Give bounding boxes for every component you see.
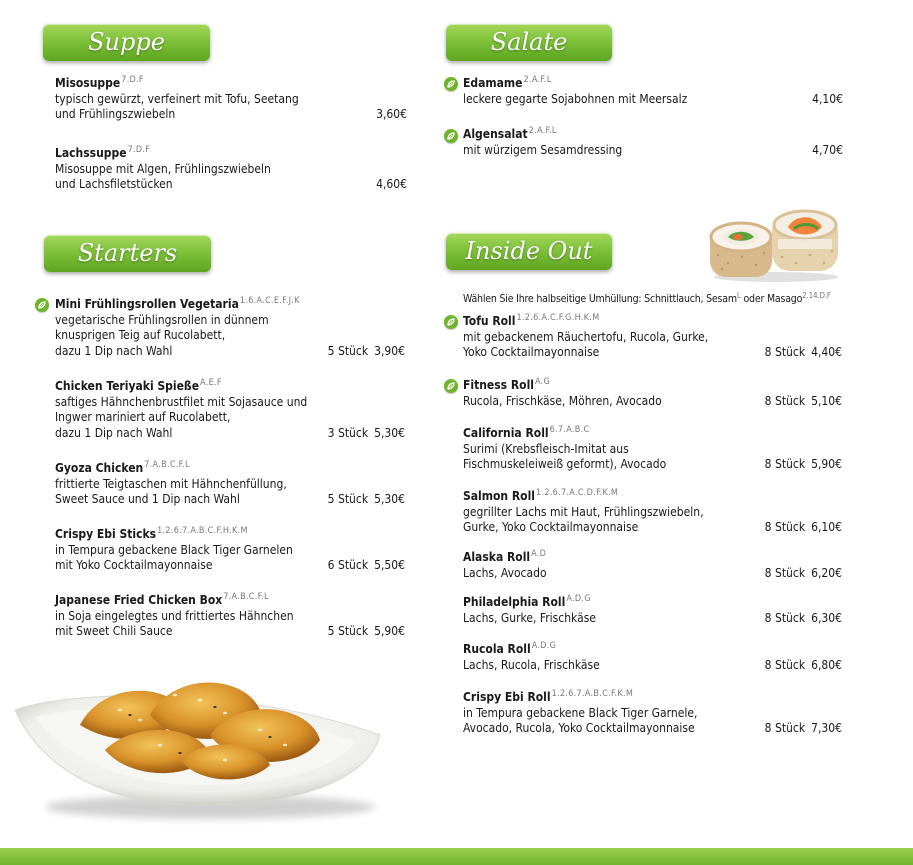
item-description: gegrillter Lachs mit Haut, Frühlingszwiebeln, (463, 504, 704, 519)
item-quantity: 8 Stück (764, 393, 806, 408)
menu-item-lachssuppe (55, 143, 407, 193)
item-price: 6,80€ (811, 657, 842, 672)
item-description: Lachs, Gurke, Frischkäse (463, 610, 596, 625)
item-quantity: 5 Stück (327, 343, 369, 358)
item-quantity: 8 Stück (764, 657, 806, 672)
item-quantity: 8 Stück (764, 520, 806, 534)
item-description: in Soja eingelegtes und frittiertes Hähnchen (55, 608, 294, 623)
item-description: Fischmuskeleiweiß geformt), Avocado (463, 457, 667, 471)
item-price: 6,20€ (811, 565, 842, 580)
menu-item-salmon-roll (463, 486, 842, 536)
menu-item-gyoza-chicken (55, 458, 405, 508)
vegetarian-leaf-icon (444, 379, 458, 393)
item-price: 7,30€ (811, 721, 842, 735)
item-quantity: 8 Stück (764, 457, 806, 471)
item-description: und Lachsfiletstücken (55, 177, 173, 191)
item-price: 5,30€ (374, 492, 405, 506)
wrap-choice-note: Wählen Sie Ihre halbseitige Umhüllung: Schnittlauch, Sesam$^L$ oder Masago$^{2.14.D.F}$ (463, 291, 831, 305)
allergen-codes: 7.A.B.C.F.L (144, 460, 190, 470)
item-description: dazu 1 Dip nach Wahl (55, 425, 173, 440)
item-description: Misosuppe mit Algen, Frühlingszwiebeln (55, 161, 271, 176)
allergen-codes: 2.A.F.L (528, 126, 557, 136)
menu-item-misosuppe (55, 73, 407, 123)
item-description: Yoko Cocktailmayonnaise (463, 345, 600, 359)
allergen-codes: 7.D.F (127, 145, 151, 155)
item-price: 3,60€ (376, 107, 407, 121)
item-price: 5,90€ (374, 624, 405, 638)
item-description: Lachs, Avocado (463, 565, 547, 580)
item-price: 4,40€ (811, 345, 842, 359)
allergen-codes: 7.D.F (121, 75, 144, 85)
item-description: mit gebackenem Räuchertofu, Rucola, Gurke, (463, 329, 709, 344)
allergen-codes: 1.2.6.7.A.B.C.F.K.M (551, 689, 634, 699)
item-name: Gyoza Chicken (55, 461, 144, 475)
item-description: mit würzigem Sesamdressing (463, 142, 623, 157)
item-price: 4,10€ (812, 91, 843, 106)
menu-item-tofu-roll (463, 311, 842, 361)
item-price: 5,50€ (374, 558, 405, 572)
bottom-green-bar (0, 848, 913, 865)
item-quantity: 6 Stück (327, 558, 369, 572)
menu-item-philadelphia-roll (463, 592, 842, 626)
item-description: Avocado, Rucola, Yoko Cocktailmayonnaise (463, 721, 695, 735)
item-description: Surimi (Krebsfleisch-Imitat aus (463, 441, 629, 456)
item-description: Ingwer mariniert auf Rucolabett, (55, 410, 231, 424)
allergen-codes: A.G (535, 377, 551, 387)
menu-item-rucola-roll (463, 639, 842, 673)
item-name: Tofu Roll (463, 314, 516, 328)
item-price: 4,70€ (812, 142, 843, 157)
item-description: Gurke, Yoko Cocktailmayonnaise (463, 520, 639, 534)
menu-item-mini-fruehlingsrollen (55, 294, 405, 359)
item-name: Edamame (463, 76, 523, 90)
menu-item-crispy-ebi-sticks (55, 524, 405, 574)
item-name: Japanese Fried Chicken Box (55, 593, 223, 607)
item-description: Lachs, Rucola, Frischkäse (463, 657, 600, 672)
item-name: Chicken Teriyaki Spieße (55, 379, 200, 393)
item-name: California Roll (463, 426, 549, 440)
allergen-codes: 2.A.F.L (523, 75, 552, 85)
menu-item-chicken-teriyaki (55, 376, 405, 441)
item-description: in Tempura gebackene Black Tiger Garnele, (463, 705, 698, 720)
item-price: 5,30€ (374, 425, 405, 440)
item-price: 6,10€ (811, 520, 842, 534)
item-name: Fitness Roll (463, 378, 534, 392)
item-description: mit Yoko Cocktailmayonnaise (55, 558, 213, 572)
item-quantity: 5 Stück (327, 624, 369, 638)
vegetarian-leaf-icon (444, 77, 458, 91)
allergen-codes: 6.7.A.B.C (549, 425, 590, 435)
item-description: frittierte Teigtaschen mit Hähnchenfüllung, (55, 476, 287, 491)
sushi-rolls-image (708, 205, 843, 283)
allergen-codes: A.D.G (531, 641, 557, 651)
item-quantity: 8 Stück (764, 610, 806, 625)
menu-item-japanese-fried-chicken (55, 590, 405, 640)
vegetarian-leaf-icon (444, 129, 458, 143)
item-description: in Tempura gebackene Black Tiger Garnelen (55, 542, 293, 557)
allergen-codes: 1.2.6.A.C.F.G.H.K.M (516, 313, 600, 323)
item-description: und Frühlingszwiebeln (55, 107, 176, 121)
item-description: typisch gewürzt, verfeinert mit Tofu, Seetang (55, 91, 299, 106)
menu-item-california-roll (463, 423, 842, 473)
item-name: Mini Frühlingsrollen Vegetaria (55, 297, 239, 311)
vegetarian-leaf-icon (35, 298, 49, 312)
item-quantity: 8 Stück (764, 345, 806, 359)
item-name: Crispy Ebi Sticks (55, 527, 157, 541)
item-name: Crispy Ebi Roll (463, 690, 551, 704)
menu-item-alaska-roll (463, 547, 842, 581)
allergen-codes: A.D.G (566, 594, 591, 604)
section-header-suppe: Suppe (43, 24, 210, 61)
item-name: Lachssuppe (55, 146, 127, 160)
menu-item-algensalat (463, 124, 843, 158)
allergen-codes: 1.2.6.7.A.B.C.F.H.K.M (157, 526, 248, 536)
item-name: Alaska Roll (463, 550, 531, 564)
item-price: 3,90€ (374, 343, 405, 358)
allergen-codes: A.D (531, 549, 547, 559)
item-name: Algensalat (463, 127, 528, 141)
item-quantity: 8 Stück (764, 721, 806, 735)
item-description: saftiges Hähnchenbrustfilet mit Sojasauce und (55, 394, 308, 409)
item-price: 5,90€ (811, 457, 842, 471)
section-header-starters: Starters (44, 235, 211, 272)
item-description: knusprigen Teig auf Rucolabett, (55, 328, 226, 342)
item-description: leckere gegarte Sojabohnen mit Meersalz (463, 91, 688, 106)
item-description: Rucola, Frischkäse, Möhren, Avocado (463, 393, 662, 408)
section-header-inside-out: Inside Out (446, 233, 612, 270)
menu-item-fitness-roll (463, 375, 842, 409)
allergen-codes: A.E.F (200, 378, 222, 388)
item-quantity: 8 Stück (764, 565, 806, 580)
menu-item-edamame (463, 73, 843, 107)
item-name: Rucola Roll (463, 642, 531, 656)
allergen-codes: 7.A.B.C.F.L (223, 592, 269, 602)
item-name: Philadelphia Roll (463, 595, 566, 609)
item-quantity: 3 Stück (327, 425, 369, 440)
section-header-salate: Salate (446, 24, 612, 61)
item-price: 6,30€ (811, 610, 842, 625)
item-quantity: 5 Stück (327, 492, 369, 506)
menu-item-crispy-ebi-roll (463, 687, 842, 737)
item-description: mit Sweet Chili Sauce (55, 624, 173, 638)
gyoza-dish-image (10, 665, 390, 825)
item-name: Misosuppe (55, 76, 121, 90)
allergen-codes: 1.2.6.7.A.C.D.F.K.M (536, 488, 619, 498)
item-name: Salmon Roll (463, 489, 535, 503)
allergen-codes: 1.6.A.C.E.F.J.K (239, 296, 300, 306)
item-price: 4,60€ (376, 177, 407, 191)
item-price: 5,10€ (811, 393, 842, 408)
item-description: dazu 1 Dip nach Wahl (55, 343, 173, 358)
item-description: Sweet Sauce und 1 Dip nach Wahl (55, 492, 240, 506)
item-description: vegetarische Frühlingsrollen in dünnem (55, 312, 269, 327)
vegetarian-leaf-icon (444, 315, 458, 329)
